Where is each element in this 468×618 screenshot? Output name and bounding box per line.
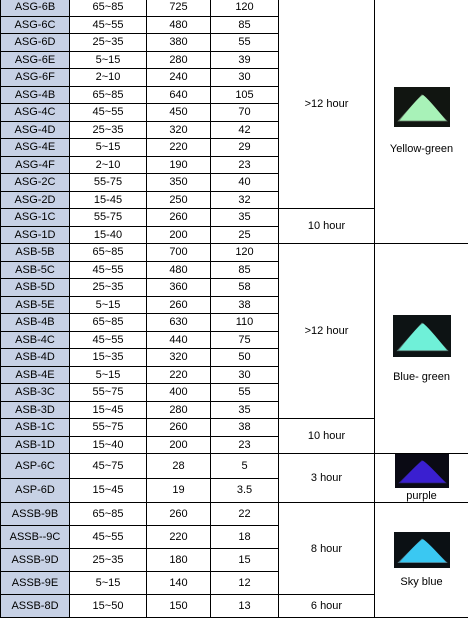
product-code: ASSB-8D <box>1 595 70 618</box>
particle-size: 2~10 <box>70 69 147 87</box>
product-code: ASB-5B <box>1 244 70 262</box>
brightness-value: 320 <box>147 121 211 139</box>
particle-size: 15~40 <box>70 436 147 454</box>
particle-size: 5~15 <box>70 296 147 314</box>
afterglow-value: 38 <box>211 296 279 314</box>
particle-size: 5~15 <box>70 51 147 69</box>
table-row <box>1 244 468 262</box>
table-row <box>1 503 468 526</box>
product-code: ASSB--9C <box>1 526 70 549</box>
particle-size: 15~45 <box>70 478 147 503</box>
brightness-value: 350 <box>147 174 211 192</box>
product-code: ASB-1C <box>1 419 70 437</box>
brightness-value: 260 <box>147 419 211 437</box>
product-code: ASG-4B <box>1 86 70 104</box>
product-code: ASP-6C <box>1 454 70 479</box>
afterglow-value: 35 <box>211 401 279 419</box>
brightness-value: 480 <box>147 261 211 279</box>
product-code: ASB-1D <box>1 436 70 454</box>
powder-pile-image <box>394 87 450 127</box>
product-code: ASG-6F <box>1 69 70 87</box>
product-code: ASSB-9D <box>1 549 70 572</box>
product-code: ASG-6D <box>1 34 70 52</box>
particle-size: 45~55 <box>70 104 147 122</box>
glow-color-cell <box>375 0 468 244</box>
particle-size: 65~85 <box>70 86 147 104</box>
glow-duration: 10 hour <box>279 209 375 244</box>
particle-size: 45~55 <box>70 261 147 279</box>
brightness-value: 150 <box>147 595 211 618</box>
table-row <box>1 0 468 16</box>
afterglow-value: 40 <box>211 174 279 192</box>
brightness-value: 28 <box>147 454 211 479</box>
particle-size: 15-45 <box>70 191 147 209</box>
afterglow-value: 29 <box>211 139 279 157</box>
afterglow-value: 23 <box>211 156 279 174</box>
afterglow-value: 15 <box>211 549 279 572</box>
brightness-value: 220 <box>147 526 211 549</box>
particle-size: 5~15 <box>70 139 147 157</box>
brightness-value: 360 <box>147 279 211 297</box>
afterglow-value: 23 <box>211 436 279 454</box>
brightness-value: 240 <box>147 69 211 87</box>
product-code: ASB-3D <box>1 401 70 419</box>
product-code: ASB-5C <box>1 261 70 279</box>
product-code: ASG-4D <box>1 121 70 139</box>
product-code: ASG-4E <box>1 139 70 157</box>
afterglow-value: 25 <box>211 226 279 244</box>
brightness-value: 480 <box>147 16 211 34</box>
particle-size: 65~85 <box>70 314 147 332</box>
product-code: ASG-6C <box>1 16 70 34</box>
particle-size: 45~55 <box>70 526 147 549</box>
afterglow-value: 5 <box>211 454 279 479</box>
brightness-value: 190 <box>147 156 211 174</box>
product-code: ASB-5E <box>1 296 70 314</box>
glow-color-cell <box>375 244 468 454</box>
powder-pile-image <box>394 532 450 568</box>
product-code: ASP-6D <box>1 478 70 503</box>
brightness-value: 180 <box>147 549 211 572</box>
brightness-value: 200 <box>147 226 211 244</box>
glow-color-label: purple <box>375 490 468 502</box>
particle-size: 25~35 <box>70 549 147 572</box>
particle-size: 45~55 <box>70 331 147 349</box>
product-code: ASSB-9E <box>1 572 70 595</box>
powder-pile-image <box>393 315 451 357</box>
brightness-value: 450 <box>147 104 211 122</box>
afterglow-value: 120 <box>211 0 279 16</box>
afterglow-value: 3.5 <box>211 478 279 503</box>
particle-size: 15~35 <box>70 349 147 367</box>
particle-size: 45~75 <box>70 454 147 479</box>
product-code: ASB-3C <box>1 384 70 402</box>
particle-size: 65~85 <box>70 0 147 16</box>
brightness-value: 320 <box>147 349 211 367</box>
glow-duration: 8 hour <box>279 503 375 595</box>
afterglow-value: 85 <box>211 16 279 34</box>
glow-duration: 10 hour <box>279 419 375 454</box>
brightness-value: 260 <box>147 296 211 314</box>
product-code: ASB-4B <box>1 314 70 332</box>
afterglow-value: 75 <box>211 331 279 349</box>
particle-size: 2~10 <box>70 156 147 174</box>
afterglow-value: 32 <box>211 191 279 209</box>
afterglow-value: 85 <box>211 261 279 279</box>
afterglow-value: 35 <box>211 209 279 227</box>
afterglow-value: 30 <box>211 366 279 384</box>
brightness-value: 140 <box>147 572 211 595</box>
particle-size: 5~15 <box>70 572 147 595</box>
afterglow-value: 120 <box>211 244 279 262</box>
brightness-value: 640 <box>147 86 211 104</box>
particle-size: 55~75 <box>70 419 147 437</box>
glow-duration: 3 hour <box>279 454 375 503</box>
product-code: ASB-5D <box>1 279 70 297</box>
product-code: ASG-4C <box>1 104 70 122</box>
afterglow-value: 50 <box>211 349 279 367</box>
particle-size: 55-75 <box>70 209 147 227</box>
afterglow-value: 39 <box>211 51 279 69</box>
table-body <box>1 0 468 618</box>
afterglow-value: 18 <box>211 526 279 549</box>
afterglow-value: 42 <box>211 121 279 139</box>
product-code: ASG-2C <box>1 174 70 192</box>
particle-size: 65~85 <box>70 244 147 262</box>
brightness-value: 200 <box>147 436 211 454</box>
brightness-value: 220 <box>147 366 211 384</box>
glow-duration: >12 hour <box>279 0 375 209</box>
particle-size: 15~45 <box>70 401 147 419</box>
product-code: ASG-6E <box>1 51 70 69</box>
afterglow-value: 110 <box>211 314 279 332</box>
particle-size: 15-40 <box>70 226 147 244</box>
afterglow-value: 70 <box>211 104 279 122</box>
table-row <box>1 454 468 479</box>
brightness-value: 19 <box>147 478 211 503</box>
particle-size: 15~50 <box>70 595 147 618</box>
glow-duration: >12 hour <box>279 244 375 419</box>
brightness-value: 280 <box>147 51 211 69</box>
afterglow-value: 22 <box>211 503 279 526</box>
brightness-value: 260 <box>147 503 211 526</box>
glow-color-label: Sky blue <box>375 576 468 588</box>
brightness-value: 220 <box>147 139 211 157</box>
product-code: ASG-4F <box>1 156 70 174</box>
afterglow-value: 105 <box>211 86 279 104</box>
afterglow-value: 30 <box>211 69 279 87</box>
brightness-value: 725 <box>147 0 211 16</box>
afterglow-value: 38 <box>211 419 279 437</box>
afterglow-value: 13 <box>211 595 279 618</box>
product-code: ASG-6B <box>1 0 70 16</box>
particle-size: 25~35 <box>70 34 147 52</box>
glow-color-label: Yellow-green <box>375 143 468 155</box>
glow-color-cell <box>375 454 468 503</box>
product-code: ASB-4E <box>1 366 70 384</box>
brightness-value: 260 <box>147 209 211 227</box>
product-code: ASB-4D <box>1 349 70 367</box>
glow-duration: 6 hour <box>279 595 375 618</box>
particle-size: 55~75 <box>70 384 147 402</box>
particle-size: 65~85 <box>70 503 147 526</box>
particle-size: 55-75 <box>70 174 147 192</box>
afterglow-value: 58 <box>211 279 279 297</box>
brightness-value: 700 <box>147 244 211 262</box>
brightness-value: 400 <box>147 384 211 402</box>
product-code: ASG-1C <box>1 209 70 227</box>
brightness-value: 380 <box>147 34 211 52</box>
brightness-value: 250 <box>147 191 211 209</box>
product-code: ASG-1D <box>1 226 70 244</box>
glow-color-label: Blue- green <box>375 371 468 383</box>
afterglow-value: 55 <box>211 384 279 402</box>
product-code: ASB-4C <box>1 331 70 349</box>
afterglow-value: 55 <box>211 34 279 52</box>
brightness-value: 280 <box>147 401 211 419</box>
product-code: ASG-2D <box>1 191 70 209</box>
brightness-value: 440 <box>147 331 211 349</box>
particle-size: 5~15 <box>70 366 147 384</box>
particle-size: 45~55 <box>70 16 147 34</box>
glow-color-cell <box>375 503 468 618</box>
powder-pile-image <box>395 454 449 488</box>
product-code: ASSB-9B <box>1 503 70 526</box>
particle-size: 25~35 <box>70 279 147 297</box>
brightness-value: 630 <box>147 314 211 332</box>
afterglow-value: 12 <box>211 572 279 595</box>
particle-size: 25~35 <box>70 121 147 139</box>
